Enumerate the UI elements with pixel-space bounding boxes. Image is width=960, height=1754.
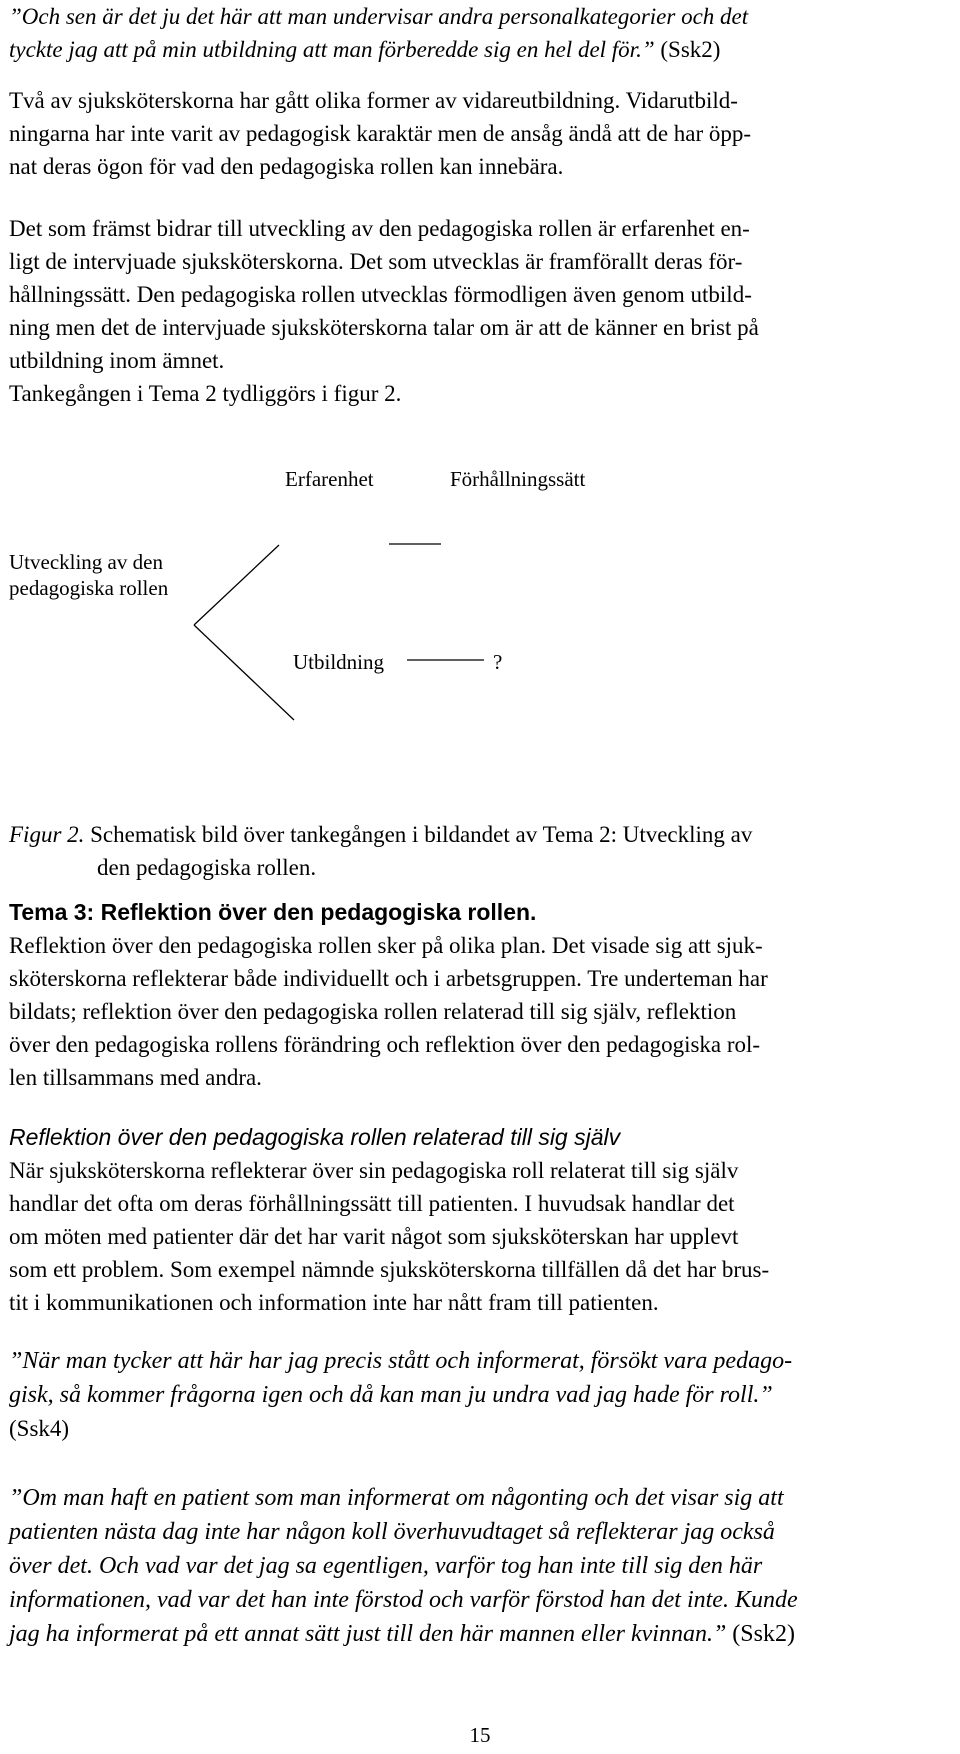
caption-label: Figur 2. — [9, 822, 85, 847]
page-number: 15 — [469, 1723, 491, 1747]
subsection-para-line-2: handlar det ofta om deras förhållningssätt till patienten. I huvudsak handlar det — [9, 1191, 735, 1216]
quote-3-line-4: informationen, vad var det han inte förstod och varför förstod han det inte. Kunde — [9, 1587, 798, 1613]
quote-3-line-5 — [9, 1617, 949, 1651]
quote-3-line-3: över det. Och vad var det jag sa egentligen, varför tog han inte till sig den här — [9, 1553, 763, 1579]
subsection-para-line-3: om möten med patienter där det har varit något som sjuksköterskan har upplevt — [9, 1224, 739, 1249]
paragraph-2-line-1: Det som främst bidrar till utveckling av den pedagogiska rollen är erfarenhet en- — [9, 216, 750, 241]
subsection-para-line-5: tit i kommunikationen och information inte har nått fram till patienten. — [9, 1290, 659, 1315]
section-tema-3 — [9, 896, 949, 1094]
subsection-heading: Reflektion över den pedagogiska rollen relaterad till sig själv — [9, 1124, 621, 1150]
figure-caption — [9, 818, 949, 884]
quote-1-line-1: ”Och sen är det ju det här att man undervisar andra personalkategorier och det — [9, 4, 749, 29]
quote-3-line-5-text: jag ha informerat på ett annat sätt just till den här mannen eller kvinnan.” — [9, 1621, 727, 1647]
paragraph-2-line-3: hållningssätt. Den pedagogiska rollen utvecklas förmodligen även genom utbild- — [9, 282, 752, 307]
caption-line-2 — [9, 851, 949, 884]
diagram-root-label-line-2: pedagogiska rollen — [9, 576, 169, 600]
section-para-line-4: över den pedagogiska rollens förändring och reflektion över den pedagogiska rol- — [9, 1032, 761, 1057]
branch-line-bottom — [194, 625, 294, 720]
paragraph-1-line-2: ningarna har inte varit av pedagogisk karaktär men de ansåg ändå att de har öpp- — [9, 121, 752, 146]
paragraph-1-line-3: nat deras ögon för vad den pedagogiska rollen kan innebära. — [9, 154, 564, 179]
section-para-line-2: sköterskorna reflekterar både individuellt och i arbetsgruppen. Tre underteman har — [9, 966, 768, 991]
diagram-label-utbildning: Utbildning — [293, 650, 385, 674]
paragraph-2-line-2: ligt de intervjuade sjuksköterskorna. Det som utvecklas är framförallt deras för- — [9, 249, 743, 274]
paragraph-1 — [9, 84, 949, 183]
paragraph-2-line-5: utbildning inom ämnet. — [9, 348, 225, 373]
quote-3-line-2: patienten nästa dag inte har någon koll överhuvudtaget så reflekterar jag också — [9, 1519, 775, 1545]
quote-2 — [9, 1344, 949, 1445]
quote-2-source: (Ssk4) — [9, 1416, 70, 1441]
diagram-root-label-line-1: Utveckling av den — [9, 550, 163, 574]
quote-1 — [9, 0, 949, 66]
branch-line-top — [194, 545, 279, 625]
diagram-label-erfarenhet: Erfarenhet — [285, 467, 374, 491]
subsection-self — [9, 1121, 949, 1319]
paragraph-2-line-6: Tankegången i Tema 2 tydliggörs i figur 2. — [9, 381, 402, 406]
quote-1-line-2 — [9, 33, 949, 66]
diagram-label-question: ? — [493, 650, 503, 674]
quote-1-line-2-text: tyckte jag att på min utbildning att man förberedde sig en hel del för.” — [9, 37, 655, 62]
quote-2-line-2: gisk, så kommer frågorna igen och då kan man ju undra vad jag hade för roll.” — [9, 1382, 773, 1408]
paragraph-2-line-4: ning men det de intervjuade sjuksköterskorna talar om är att de känner en brist på — [9, 315, 759, 340]
paragraph-1-line-1: Två av sjuksköterskorna har gått olika former av vidareutbildning. Vidarutbild- — [9, 88, 738, 113]
caption-line-1 — [9, 818, 949, 851]
section-heading: Tema 3: Reflektion över den pedagogiska rollen. — [9, 899, 537, 925]
quote-1-source: (Ssk2) — [660, 37, 721, 62]
quote-3-line-1: ”Om man haft en patient som man informerat om någonting och det visar sig att — [9, 1485, 784, 1511]
section-para-line-3: bildats; reflektion över den pedagogiska rollen relaterad till sig själv, reflektion — [9, 999, 737, 1024]
quote-2-line-1: ”När man tycker att här har jag precis stått och informerat, försökt vara pedago- — [9, 1348, 793, 1374]
caption-text-2: den pedagogiska rollen. — [97, 855, 317, 880]
section-para-line-1: Reflektion över den pedagogiska rollen sker på olika plan. Det visade sig att sjuk- — [9, 933, 763, 958]
subsection-para-line-4: som ett problem. Som exempel nämnde sjuksköterskorna tillfällen då det har brus- — [9, 1257, 770, 1282]
caption-text-1: Schematisk bild över tankegången i bildandet av Tema 2: Utveckling av — [84, 822, 753, 847]
quote-3-source: (Ssk2) — [726, 1621, 795, 1647]
diagram-label-forhallningssatt: Förhållningssätt — [450, 467, 586, 491]
paragraph-2 — [9, 212, 949, 410]
quote-3 — [9, 1481, 949, 1651]
figure-2-diagram — [9, 467, 949, 775]
section-para-line-5: len tillsammans med andra. — [9, 1065, 262, 1090]
subsection-para-line-1: När sjuksköterskorna reflekterar över sin pedagogiska roll relaterat till sig själv — [9, 1158, 739, 1183]
